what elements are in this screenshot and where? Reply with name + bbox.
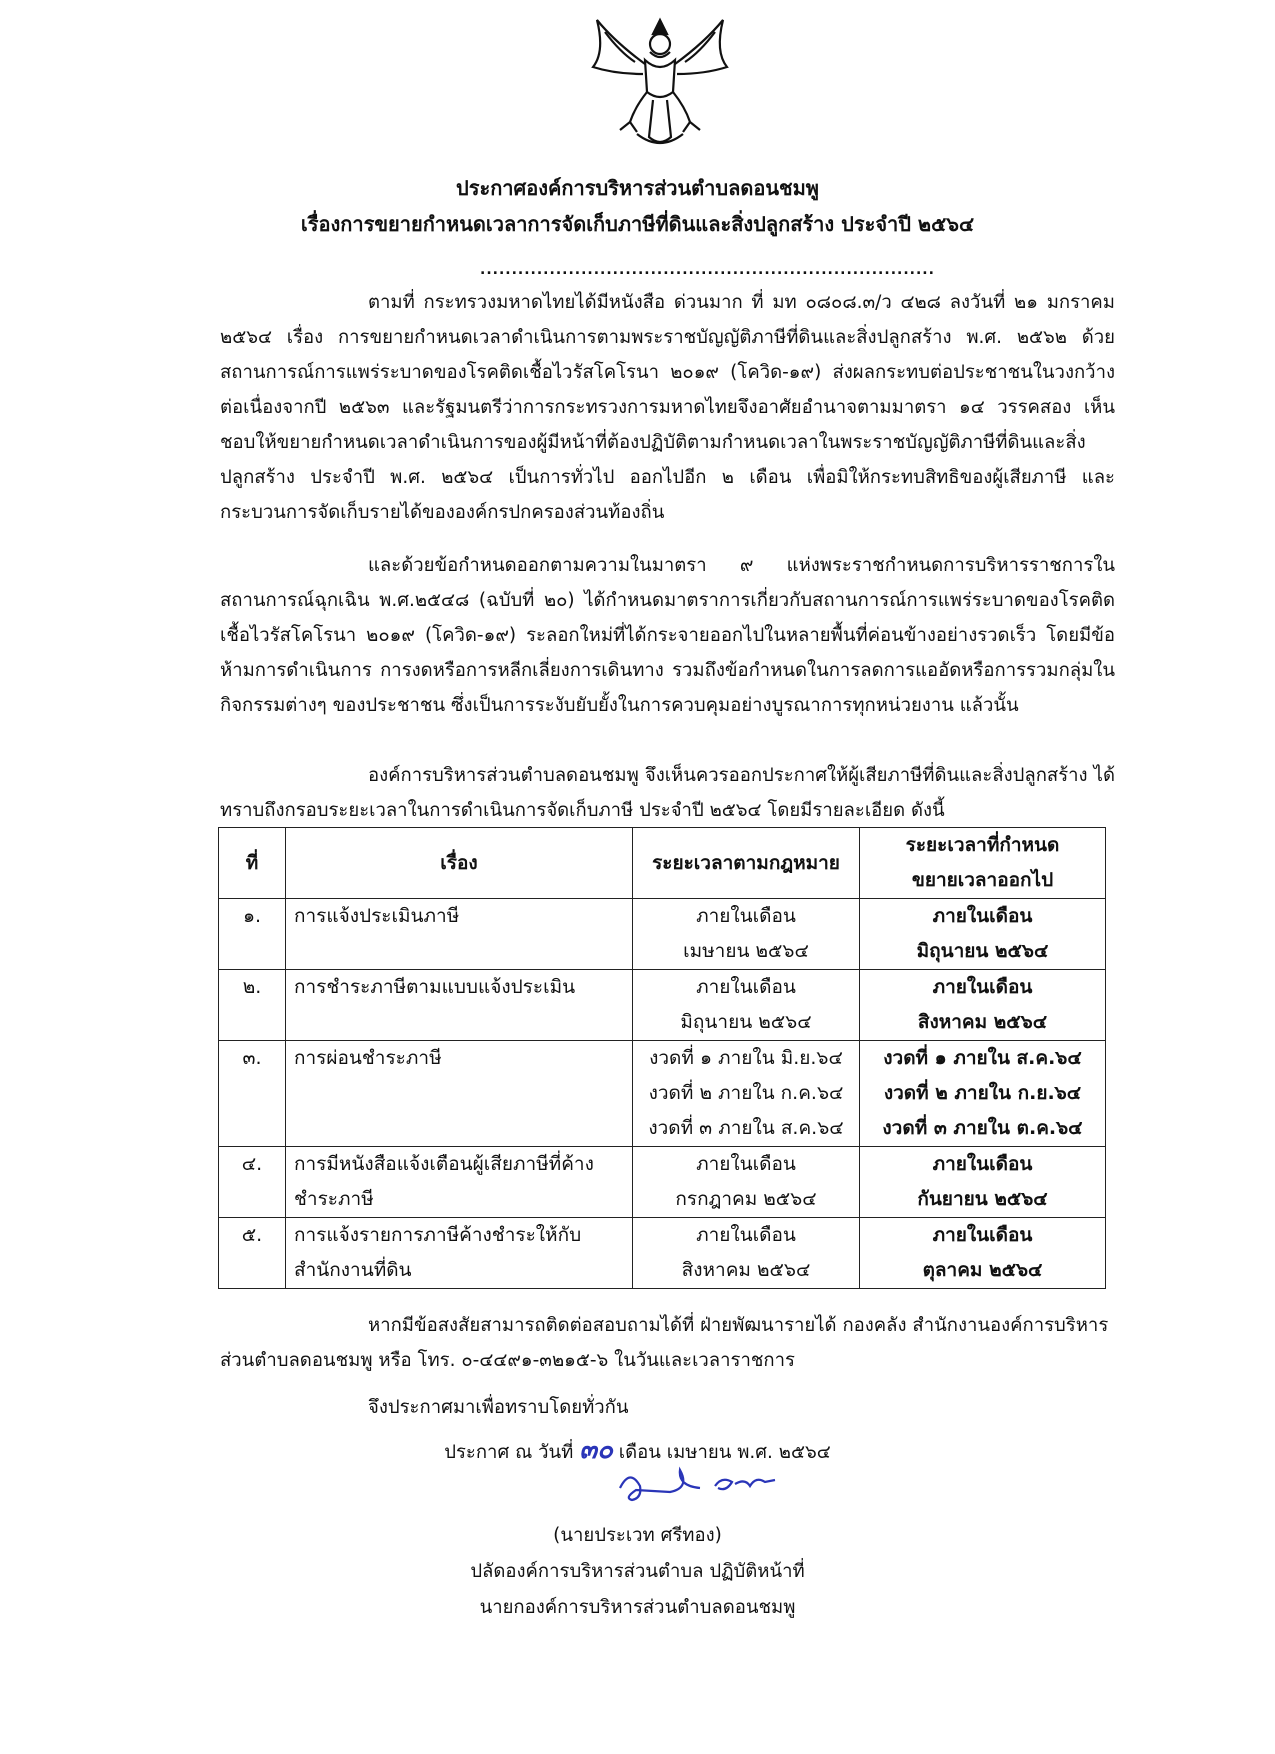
signer-position-2: นายกองค์การบริหารส่วนตำบลดอนชมพู (479, 1597, 796, 1618)
cell-line: การแจ้งประเมินภาษี (294, 905, 460, 927)
signature-image (610, 1458, 790, 1508)
cell-line: สิงหาคม ๒๕๖๔ (917, 1011, 1048, 1033)
contact-paragraph (220, 1308, 1115, 1378)
cell-line: งวดที่ ๒ ภายใน ก.ค.๖๔ (648, 1082, 844, 1104)
row-legal-period (633, 970, 860, 1041)
cell-line: การมีหนังสือแจ้งเตือนผู้เสียภาษีที่ค้าง (294, 1153, 594, 1175)
row-number: ๕. (219, 1218, 286, 1289)
announcement-subject: เรื่องการขยายกำหนดเวลาการจัดเก็บภาษีที่ดินและสิ่งปลูกสร้าง ประจำปี ๒๕๖๔ (300, 212, 975, 236)
row-subject (286, 1147, 633, 1218)
table-row (219, 1218, 1106, 1289)
cell-line: งวดที่ ๓ ภายใน ต.ค.๖๔ (882, 1117, 1083, 1139)
announce-line (220, 1390, 1115, 1425)
row-legal-period (633, 1218, 860, 1289)
row-subject (286, 1218, 633, 1289)
column-header-no: ที่ (219, 828, 286, 899)
row-subject (286, 970, 633, 1041)
cell-line: ภายในเดือน (932, 1224, 1033, 1246)
cell-line: ภายในเดือน (932, 976, 1033, 998)
signer-block (0, 1518, 1275, 1626)
signer-position-1: ปลัดองค์การบริหารส่วนตำบล ปฏิบัติหน้าที่ (470, 1561, 805, 1582)
table-header-row (219, 828, 1106, 899)
cell-line: ภายในเดือน (696, 1224, 796, 1246)
table-row (219, 970, 1106, 1041)
row-extended-period (860, 970, 1106, 1041)
row-number: ๓. (219, 1041, 286, 1147)
cell-line: ชำระภาษี (294, 1188, 374, 1210)
cell-line: ภายในเดือน (696, 976, 796, 998)
table-row (219, 899, 1106, 970)
column-header-subject: เรื่อง (286, 828, 633, 899)
separator-line: ........................................................................ (480, 262, 935, 278)
cell-line: มิถุนายน ๒๕๖๔ (916, 940, 1049, 962)
row-subject (286, 1041, 633, 1147)
paragraph-text: องค์การบริหารส่วนตำบลดอนชมพู จึงเห็นควรออกประกาศให้ผู้เสียภาษีที่ดินและสิ่งปลูกสร้าง ได้ทราบถึงกรอบระยะเวลาในการดำเนินการจัดเก็บภาษี ประจำปี ๒๕๖๔ โดยมีรายละเอียด ดังนี้ (220, 765, 1115, 821)
cell-line: งวดที่ ๒ ภายใน ก.ย.๖๔ (883, 1082, 1082, 1104)
row-number: ๑. (219, 899, 286, 970)
table-row (219, 1041, 1106, 1147)
signer-name: (นายประเวท ศรีทอง) (553, 1525, 722, 1546)
row-number: ๒. (219, 970, 286, 1041)
cell-line: การผ่อนชำระภาษี (294, 1047, 442, 1069)
row-extended-period (860, 1147, 1106, 1218)
header-line: ขยายเวลาออกไป (911, 869, 1054, 891)
cell-line: การแจ้งรายการภาษีค้างชำระให้กับ (294, 1224, 582, 1246)
paragraph-text: จึงประกาศมาเพื่อทราบโดยทั่วกัน (368, 1397, 629, 1418)
paragraph-text: หากมีข้อสงสัยสามารถติดต่อสอบถามได้ที่ ฝ่ายพัฒนารายได้ กองคลัง สำนักงานองค์การบริหารส่วนตำบลดอนชมพู หรือ โทร. ๐-๔๔๙๑-๓๒๑๕-๖ ในวันและเวลาราชการ (220, 1315, 1109, 1371)
body-paragraph-3 (220, 758, 1115, 828)
table-row (219, 1147, 1106, 1218)
cell-line: ภายในเดือน (696, 1153, 796, 1175)
date-day-handwritten: ๓๐ (579, 1435, 613, 1465)
row-extended-period (860, 1041, 1106, 1147)
row-legal-period (633, 899, 860, 970)
date-suffix: เดือน เมษายน พ.ศ. ๒๕๖๔ (618, 1442, 831, 1463)
row-extended-period (860, 1218, 1106, 1289)
cell-line: งวดที่ ๑ ภายใน มิ.ย.๖๔ (649, 1047, 843, 1069)
cell-line: งวดที่ ๑ ภายใน ส.ค.๖๔ (883, 1047, 1082, 1069)
cell-line: สิงหาคม ๒๕๖๔ (681, 1259, 811, 1281)
cell-line: กันยายน ๒๕๖๔ (917, 1188, 1048, 1210)
paragraph-text: ตามที่ กระทรวงมหาดไทยได้มีหนังสือ ด่วนมาก ที่ มท ๐๘๐๘.๓/ว ๔๒๘ ลงวันที่ ๒๑ มกราคม ๒๕๖๔ เรื่อง การขยายกำหนดเวลาดำเนินการตามพระราชบัญญัติภาษีที่ดินและสิ่งปลูกสร้าง พ.ศ. ๒๕๖๒ ด้วยสถานการณ์การแพร่ระบาดของโรคติดเชื้อไวรัสโคโรนา ๒๐๑๙ (โควิด-๑๙) ส่งผลกระทบต่อประชาชนในวงกว้างต่อเนื่องจากปี ๒๕๖๓ และรัฐมนตรีว่าการกระทรวงการมหาดไทยจึงอาศัยอำนาจตามมาตรา ๑๔ วรรคสอง เห็นชอบให้ขยายกำหนดเวลาดำเนินการของผู้มีหน้าที่ต้องปฏิบัติตามกำหนดเวลาในพระราชบัญญัติภาษีที่ดินและสิ่งปลูกสร้าง ประจำปี พ.ศ. ๒๕๖๔ เป็นการทั่วไป ออกไปอีก ๒ เดือน เพื่อมิให้กระทบสิทธิของผู้เสียภาษี และกระบวนการจัดเก็บรายได้ขององค์กรปกครองส่วนท้องถิ่น (220, 292, 1115, 523)
cell-line: ตุลาคม ๒๕๖๔ (922, 1259, 1043, 1281)
column-header-legal-period: ระยะเวลาตามกฎหมาย (633, 828, 860, 899)
row-legal-period (633, 1041, 860, 1147)
garuda-emblem-icon (575, 12, 745, 162)
cell-line: ภายในเดือน (696, 905, 796, 927)
cell-line: มิถุนายน ๒๕๖๔ (680, 1011, 812, 1033)
date-prefix: ประกาศ ณ วันที่ (444, 1442, 574, 1463)
body-paragraph-1 (220, 285, 1115, 530)
cell-line: เมษายน ๒๕๖๔ (683, 940, 809, 962)
row-number: ๔. (219, 1147, 286, 1218)
cell-line: สำนักงานที่ดิน (294, 1259, 412, 1281)
cell-line: งวดที่ ๓ ภายใน ส.ค.๖๔ (648, 1117, 844, 1139)
row-extended-period (860, 899, 1106, 970)
cell-line: ภายในเดือน (932, 1153, 1033, 1175)
body-paragraph-2 (220, 548, 1115, 723)
cell-line: กรกฎาคม ๒๕๖๔ (675, 1188, 817, 1210)
row-legal-period (633, 1147, 860, 1218)
row-subject (286, 899, 633, 970)
announcement-title: ประกาศองค์การบริหารส่วนตำบลดอนชมพู (456, 176, 819, 200)
cell-line: การชำระภาษีตามแบบแจ้งประเมิน (294, 976, 576, 998)
paragraph-text: และด้วยข้อกำหนดออกตามความในมาตรา ๙ แห่งพระราชกำหนดการบริหารราชการในสถานการณ์ฉุกเฉิน พ.ศ.๒๕๔๘ (ฉบับที่ ๒๐) ได้กำหนดมาตราการเกี่ยวกับสถานการณ์การแพร่ระบาดของโรคติดเชื้อไวรัสโคโรนา ๒๐๑๙ (โควิด-๑๙) ระลอกใหม่ที่ได้กระจายออกไปในหลายพื้นที่ค่อนข้างอย่างรวดเร็ว โดยมีข้อห้ามการดำเนินการ การงดหรือการหลีกเลี่ยงการเดินทาง รวมถึงข้อกำหนดในการลดการแออัดหรือการรวมกลุ่มในกิจกรรมต่างๆ ของประชาชน ซึ่งเป็นการระงับยับยั้งในการควบคุมอย่างบูรณาการทุกหน่วยงาน แล้วนั้น (220, 555, 1115, 716)
column-header-extended-period (860, 828, 1106, 899)
header-line: ระยะเวลาที่กำหนด (905, 834, 1060, 856)
tax-schedule-table (218, 827, 1106, 1289)
cell-line: ภายในเดือน (932, 905, 1033, 927)
